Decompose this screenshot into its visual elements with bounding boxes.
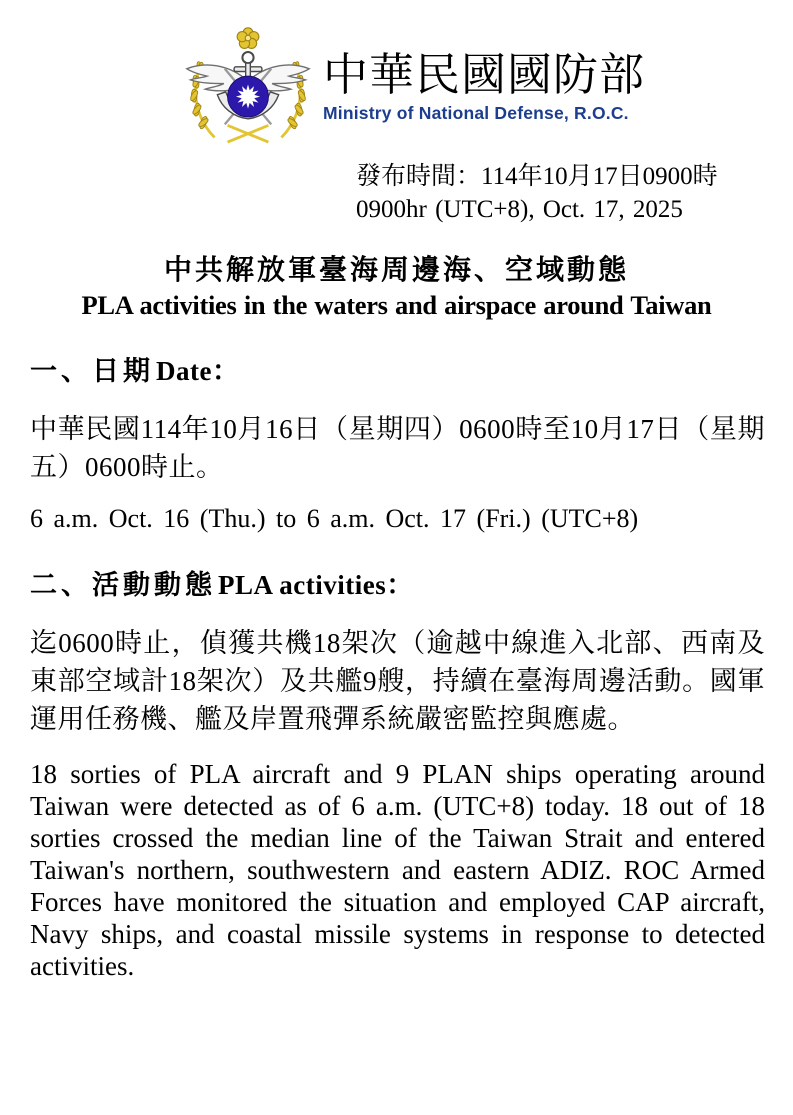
- section-date-heading-en: Date：: [156, 356, 240, 386]
- white-sun-roundel-icon: [228, 76, 269, 117]
- document-title-en: PLA activities in the waters and airspace around Taiwan: [81, 290, 712, 320]
- date-range-en: 6 a.m. Oct. 16 (Thu.) to 6 a.m. Oct. 17 (Fri.) (UTC+8): [30, 504, 639, 533]
- section-activities-heading-en: PLA activities：: [218, 570, 414, 600]
- section-date: [30, 349, 765, 535]
- plum-blossom-icon: [237, 28, 259, 49]
- org-names: [323, 24, 645, 124]
- mnd-emblem-icon: [183, 24, 313, 145]
- release-time-en: 0900hr (UTC+8), Oct. 17, 2025: [356, 196, 683, 223]
- date-range-zh: 中華民國114年10月16日（星期四）0600時至10月17日（星期五）0600時止。: [30, 414, 765, 482]
- document-body: [0, 349, 793, 982]
- masthead: [0, 0, 793, 145]
- section-date-heading: [30, 349, 765, 388]
- document-title-zh: 中共解放軍臺海周邊海、空域動態: [163, 255, 629, 286]
- section-activities: [30, 563, 765, 982]
- mnd-emblem: [183, 24, 313, 145]
- activities-summary-zh: 迄0600時止，偵獲共機18架次（逾越中線進入北部、西南及東部空域計18架次）及共艦9艘，持續在臺海周邊活動。國軍運用任務機、艦及岸置飛彈系統嚴密監控與應處。: [30, 628, 765, 734]
- section-activities-heading: [30, 563, 765, 602]
- release-time-zh: 發布時間：114年10月17日0900時: [356, 163, 718, 190]
- section-date-heading-zh: 一、日期: [30, 356, 154, 386]
- activities-summary-en: 18 sorties of PLA aircraft and 9 PLAN ships operating around Taiwan were detected as of 6 a.m. (UTC+8) today. 18 out of 18 sorties crossed the median line of the Taiwan Strait and entered Taiwan's northern, southwestern and eastern ADIZ. ROC Armed Forces have monitored the situation and employed CAP aircraft, Navy ships, and coastal missile systems in response to detected activities.: [30, 759, 765, 981]
- section-activities-heading-zh: 二、活動動態: [30, 570, 216, 600]
- org-name-zh: 中華民國國防部: [323, 50, 646, 100]
- release-time: [356, 160, 793, 226]
- org-name-en: Ministry of National Defense, R.O.C.: [323, 102, 629, 123]
